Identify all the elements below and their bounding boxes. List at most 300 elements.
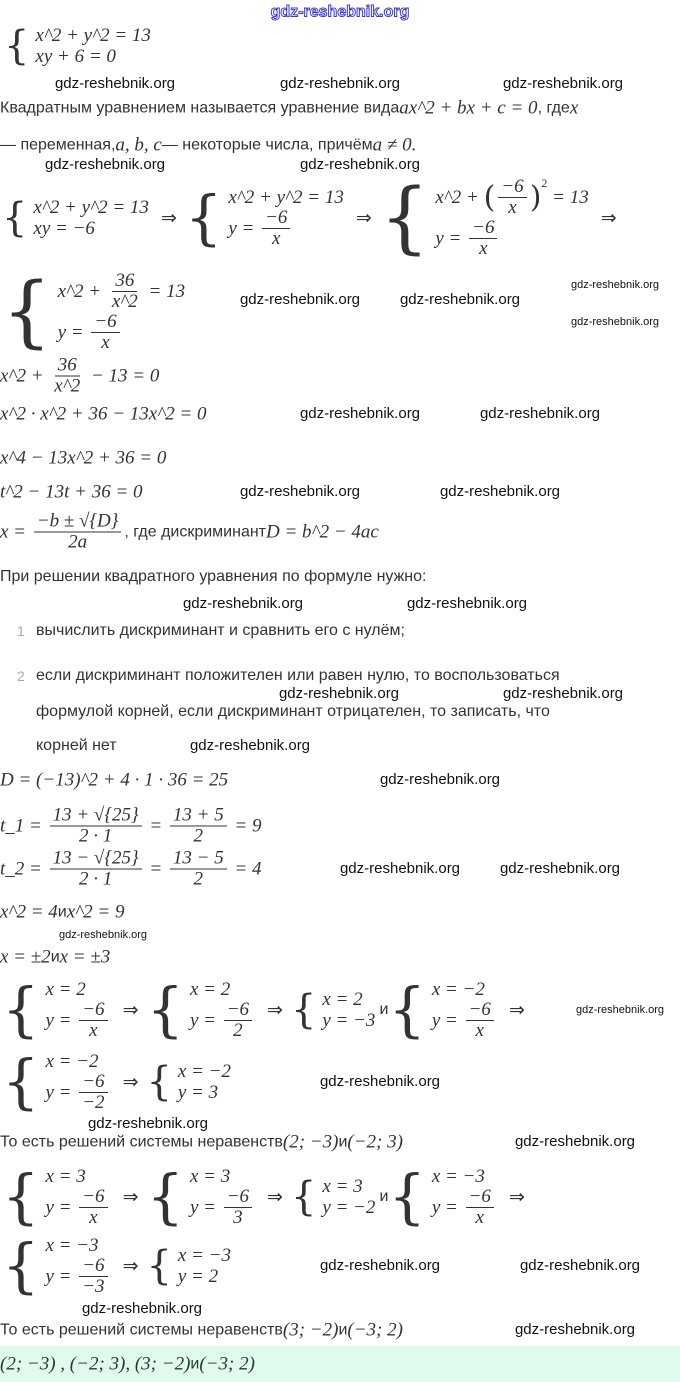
- implies-arrow: ⇒: [267, 1186, 283, 1208]
- math-line: [0, 356, 159, 397]
- implies-arrow: ⇒: [508, 999, 525, 1021]
- watermark: gdz-reshebnik.org: [299, 156, 421, 173]
- math-line: [2, 267, 189, 357]
- watermark: gdz-reshebnik.org: [570, 316, 660, 328]
- math-expression: x^2 +: [57, 281, 106, 302]
- system-rows: [45, 1166, 110, 1228]
- system-row: [33, 218, 149, 239]
- system-rows: [228, 187, 344, 249]
- math-expression: x^4 − 13x^2 + 36 = 0: [0, 447, 167, 469]
- system-row: [178, 1082, 231, 1103]
- denominator: x: [101, 332, 110, 353]
- system-row: [322, 1176, 375, 1197]
- implies-arrow: ⇒: [122, 1071, 139, 1093]
- implies-arrow: ⇒: [355, 207, 372, 229]
- fraction: [34, 512, 122, 553]
- system-row: [58, 312, 186, 353]
- denominator: x: [89, 1207, 98, 1228]
- math-expression: y =: [45, 1197, 77, 1218]
- math-expression: x = ±2: [0, 946, 51, 968]
- math-expression: a, b, c: [115, 134, 162, 156]
- math-line: [0, 448, 166, 469]
- equation-system: [2, 267, 186, 357]
- math-line: [2, 1162, 533, 1231]
- numerator: −6: [79, 1187, 107, 1208]
- system-row: [33, 197, 149, 218]
- system-rows: [322, 1176, 375, 1218]
- text-segment: , где: [537, 99, 570, 116]
- equation-system: [379, 173, 589, 263]
- math-expression: t_1 =: [0, 815, 47, 837]
- fraction: [466, 1187, 494, 1228]
- math-expression: =: [144, 858, 167, 880]
- equation-system: [2, 197, 149, 239]
- text-segment: — переменная,: [0, 136, 116, 153]
- math-expression: x^2 + y^2 = 13: [33, 197, 149, 218]
- math-expression: D = b^2 − 4ac: [266, 521, 379, 543]
- math-expression: x = −2: [177, 1061, 231, 1082]
- watermark: gdz-reshebnik.org: [299, 405, 421, 422]
- math-expression: x = −2: [45, 1051, 99, 1072]
- numerator: −6: [79, 1072, 107, 1093]
- math-expression: y =: [228, 218, 260, 239]
- fraction: [262, 208, 290, 249]
- math-expression: x^2 = 4: [0, 901, 58, 923]
- watermark: gdz-reshebnik.org: [182, 595, 304, 612]
- math-expression: (−2; 3): [347, 1131, 403, 1153]
- numerator: −6: [224, 1187, 252, 1208]
- math-expression: xy = −6: [33, 218, 95, 239]
- math-expression: x^2 +: [0, 365, 49, 387]
- step-line: формулой корней, если дискриминант отрицателен, то записать, что: [36, 703, 550, 720]
- watermark: gdz-reshebnik.org: [479, 405, 601, 422]
- watermark: gdz-reshebnik.org: [570, 279, 660, 291]
- equation-system: [4, 25, 151, 67]
- math-expression: x =: [0, 521, 31, 543]
- math-line: [2, 975, 533, 1044]
- implies-arrow: ⇒: [160, 207, 177, 229]
- math-expression: x = 3: [189, 1166, 231, 1187]
- math-expression: a ≠ 0.: [372, 134, 417, 156]
- system-row: [432, 979, 497, 1000]
- numerator: −6: [498, 177, 526, 198]
- numerator: −6: [79, 1000, 107, 1021]
- math-line: [0, 902, 125, 923]
- text-segment: и: [379, 1188, 389, 1205]
- math-expression: x = −3: [45, 1235, 99, 1256]
- brace-icon: {: [2, 1047, 40, 1116]
- math-expression: x^2 · x^2 + 36 − 13x^2 = 0: [0, 403, 207, 425]
- text-segment: и: [338, 1321, 348, 1338]
- system-row: [190, 1000, 255, 1041]
- equation-system: [184, 183, 344, 252]
- math-expression: x = 3: [45, 1166, 86, 1187]
- watermark: gdz-reshebnik.org: [439, 483, 561, 500]
- math-expression: t_2 =: [0, 858, 47, 880]
- fraction: [170, 806, 227, 847]
- brace-icon: {: [146, 1162, 184, 1231]
- step-text: [36, 703, 550, 721]
- math-expression: x = −3: [431, 1166, 485, 1187]
- math-line: [0, 1354, 255, 1375]
- watermark: gdz-reshebnik.org: [399, 291, 521, 308]
- math-expression: D = (−13)^2 + 4 · 1 · 36 = 25: [0, 769, 229, 791]
- step-text: [36, 737, 117, 755]
- text-segment: и: [50, 948, 60, 965]
- brace-icon: {: [2, 267, 52, 357]
- system-rows: [322, 989, 375, 1031]
- math-line: [2, 1047, 235, 1116]
- watermark: gdz-reshebnik.org: [519, 1257, 641, 1274]
- watermark: gdz-reshebnik.org: [87, 1115, 209, 1132]
- watermark: gdz-reshebnik.org: [319, 1257, 441, 1274]
- step-number: 1: [17, 623, 25, 639]
- brace-icon: {: [146, 975, 184, 1044]
- brace-icon: {: [2, 1162, 40, 1231]
- text-segment: — некоторые числа, причём: [161, 136, 373, 153]
- math-line: [2, 1231, 235, 1300]
- math-expression: y =: [435, 228, 467, 249]
- equation-system: [146, 1162, 255, 1231]
- system-rows: [45, 979, 110, 1041]
- system-row: [178, 1061, 231, 1082]
- math-line: [0, 512, 379, 553]
- numerator: −6: [469, 218, 497, 239]
- equation-system: [146, 975, 255, 1044]
- math-line: [2, 173, 625, 263]
- math-line: [0, 98, 578, 119]
- fraction: [498, 177, 526, 218]
- math-line: [0, 849, 262, 890]
- system-rows: [432, 1166, 497, 1228]
- math-expression: y =: [45, 1010, 77, 1031]
- math-line: [4, 25, 155, 67]
- text-segment: и: [190, 1355, 200, 1372]
- fraction: [79, 1072, 107, 1113]
- math-line: [0, 947, 110, 968]
- system-row: [228, 187, 344, 208]
- watermark: gdz-reshebnik.org: [44, 156, 166, 173]
- watermark: gdz-reshebnik.org: [575, 1004, 665, 1016]
- math-expression: − 13 = 0: [86, 365, 160, 387]
- parenthesized-expression: [484, 177, 548, 218]
- numerator: −b ± √{D}: [34, 512, 122, 533]
- denominator: x: [89, 1020, 98, 1041]
- watermark: gdz-reshebnik.org: [239, 483, 361, 500]
- system-rows: [45, 1051, 110, 1113]
- math-expression: = 13: [547, 187, 589, 208]
- denominator: −3: [82, 1276, 105, 1297]
- math-line: [0, 770, 228, 791]
- math-line: [0, 1132, 403, 1153]
- text-segment: При решении квадратного уравнения по формуле нужно:: [0, 568, 427, 585]
- implies-arrow: ⇒: [508, 1186, 525, 1208]
- math-expression: x^2 +: [435, 187, 484, 208]
- brace-icon: {: [2, 975, 40, 1044]
- math-expression: =: [144, 815, 167, 837]
- fraction: [91, 312, 119, 353]
- fraction: [466, 1000, 494, 1041]
- system-row: [190, 1166, 255, 1187]
- step-line: корней нет: [36, 737, 117, 754]
- brace-icon: {: [184, 183, 223, 252]
- implies-arrow: ⇒: [122, 1255, 139, 1277]
- math-expression: ax^2 + bx + c = 0: [399, 97, 538, 119]
- text-segment: и: [57, 903, 67, 920]
- text-segment: и: [379, 1001, 389, 1018]
- step-number: 2: [17, 668, 25, 684]
- system-row: [190, 1187, 255, 1228]
- right-paren: ): [529, 179, 542, 215]
- brace-icon: {: [2, 1231, 40, 1300]
- implies-arrow: ⇒: [122, 1186, 139, 1208]
- system-row: [432, 1166, 497, 1187]
- watermark: gdz-reshebnik.org: [278, 685, 400, 702]
- text-segment: и: [338, 1133, 348, 1150]
- system-rows: [45, 1235, 110, 1297]
- numerator: 13 + √{25}: [50, 806, 142, 827]
- math-expression: x = ±3: [59, 946, 111, 968]
- numerator: −6: [466, 1000, 494, 1021]
- math-line: [0, 1320, 403, 1341]
- watermark: gdz-reshebnik.org: [239, 291, 361, 308]
- fraction: [224, 1187, 252, 1228]
- watermark: gdz-reshebnik.org: [319, 1073, 441, 1090]
- system-rows: [178, 1061, 231, 1103]
- math-expression: y =: [189, 1197, 221, 1218]
- fraction: [224, 1000, 252, 1041]
- watermark: gdz-reshebnik.org: [81, 1300, 203, 1317]
- math-expression: xy + 6 = 0: [35, 46, 116, 67]
- implies-arrow: ⇒: [600, 207, 617, 229]
- watermark: gdz-reshebnik.org: [279, 75, 401, 92]
- math-line: [0, 806, 262, 847]
- system-row: [322, 1010, 375, 1031]
- equation-system: [291, 989, 375, 1031]
- brace-icon: {: [2, 195, 28, 241]
- system-row: [45, 1051, 110, 1072]
- math-expression: (−3; 2): [347, 1319, 403, 1341]
- brace-icon: {: [379, 173, 430, 263]
- fraction: [50, 849, 142, 890]
- fraction: [469, 218, 497, 259]
- system-row: [435, 218, 588, 259]
- fraction: [79, 1256, 107, 1297]
- system-rows: [35, 25, 151, 67]
- numerator: 36: [112, 271, 137, 292]
- brace-icon: {: [290, 1174, 317, 1220]
- watermark: gdz-reshebnik.org: [54, 75, 176, 92]
- equation-system: [388, 1162, 497, 1231]
- text-segment: То есть решений системы неравенств: [0, 1321, 283, 1338]
- equation-system: [2, 975, 111, 1044]
- watermark: gdz-reshebnik.org: [406, 595, 528, 612]
- math-expression: y =: [57, 322, 89, 343]
- math-expression: x^2 + y^2 = 13: [228, 187, 344, 208]
- system-rows: [190, 1166, 255, 1228]
- step-line: вычислить дискриминант и сравнить его с нулём;: [36, 622, 405, 639]
- system-row: [58, 271, 186, 312]
- system-row: [45, 1072, 110, 1113]
- math-expression: x: [569, 97, 579, 119]
- math-line: [0, 482, 143, 503]
- system-rows: [178, 1245, 231, 1287]
- math-expression: y =: [431, 1010, 463, 1031]
- step-line: если дискриминант положителен или равен нулю, то воспользоваться: [36, 667, 560, 684]
- system-rows: [58, 271, 186, 353]
- watermark: gdz-reshebnik.org: [514, 1321, 636, 1338]
- system-row: [35, 25, 151, 46]
- denominator: 2: [193, 825, 204, 847]
- math-expression: x^2 + y^2 = 13: [35, 25, 151, 46]
- denominator: 2 · 1: [78, 825, 113, 847]
- watermark: gdz-reshebnik.org: [270, 3, 410, 21]
- math-expression: (2; −3) , (−2; 3), (3; −2): [0, 1353, 191, 1375]
- denominator: x: [272, 228, 281, 249]
- fraction: [79, 1000, 107, 1041]
- math-expression: y = −2: [322, 1197, 376, 1218]
- equation-system: [146, 1245, 230, 1287]
- math-expression: x^2 = 9: [66, 901, 125, 923]
- math-expression: (2; −3): [282, 1131, 339, 1153]
- brace-icon: {: [146, 1243, 172, 1289]
- math-expression: y =: [45, 1266, 77, 1287]
- system-row: [45, 1000, 110, 1041]
- denominator: 2: [233, 1020, 243, 1041]
- fraction: [50, 806, 142, 847]
- math-expression: y = 2: [177, 1266, 219, 1287]
- denominator: x^2: [111, 291, 138, 312]
- numerator: 36: [55, 356, 80, 377]
- system-rows: [432, 979, 497, 1041]
- denominator: x: [508, 197, 517, 218]
- system-row: [228, 208, 344, 249]
- math-expression: (−3; 2): [199, 1353, 255, 1375]
- math-expression: y =: [45, 1082, 77, 1103]
- math-expression: x = 3: [322, 1176, 363, 1197]
- denominator: x: [475, 1020, 484, 1041]
- numerator: −6: [91, 312, 119, 333]
- fraction: [109, 271, 141, 312]
- math-expression: y = 3: [177, 1082, 219, 1103]
- math-expression: y = −3: [322, 1010, 376, 1031]
- system-row: [45, 1187, 110, 1228]
- brace-icon: {: [388, 975, 426, 1044]
- implies-arrow: ⇒: [122, 999, 139, 1021]
- brace-icon: {: [290, 987, 317, 1033]
- math-expression: x = 2: [322, 989, 363, 1010]
- system-row: [435, 177, 588, 218]
- exponent: 2: [541, 176, 548, 190]
- watermark: gdz-reshebnik.org: [499, 860, 621, 877]
- system-row: [190, 979, 255, 1000]
- math-expression: = 13: [143, 281, 186, 302]
- denominator: 2: [193, 868, 204, 890]
- system-row: [45, 1256, 110, 1297]
- system-row: [322, 1197, 375, 1218]
- math-expression: (3; −2): [282, 1319, 339, 1341]
- system-row: [45, 979, 110, 1000]
- equation-system: [291, 1176, 375, 1218]
- math-expression: y =: [189, 1010, 221, 1031]
- text-segment: То есть решений системы неравенств: [0, 1133, 283, 1150]
- math-expression: x = −3: [177, 1245, 231, 1266]
- equation-system: [2, 1047, 111, 1116]
- implies-arrow: ⇒: [267, 999, 283, 1021]
- denominator: x: [479, 238, 488, 259]
- watermark: gdz-reshebnik.org: [379, 771, 501, 788]
- text-segment: , где дискриминант: [124, 523, 267, 540]
- fraction: [51, 356, 83, 397]
- denominator: 2 · 1: [78, 868, 113, 890]
- denominator: 2a: [68, 531, 88, 553]
- left-paren: (: [483, 179, 496, 215]
- math-line: [0, 135, 416, 156]
- math-expression: x = −2: [431, 979, 485, 1000]
- brace-icon: {: [388, 1162, 426, 1231]
- math-expression: = 9: [229, 815, 262, 837]
- system-rows: [33, 197, 149, 239]
- fraction: [79, 1187, 107, 1228]
- watermark: gdz-reshebnik.org: [58, 929, 148, 941]
- numerator: 13 − √{25}: [50, 849, 142, 870]
- math-expression: y =: [431, 1197, 463, 1218]
- watermark: gdz-reshebnik.org: [502, 685, 624, 702]
- watermark: gdz-reshebnik.org: [514, 1133, 636, 1150]
- equation-system: [2, 1162, 111, 1231]
- numerator: −6: [79, 1256, 107, 1277]
- system-row: [432, 1187, 497, 1228]
- numerator: 13 + 5: [170, 806, 227, 827]
- step-text: [36, 622, 405, 640]
- system-rows: [435, 177, 588, 259]
- watermark: gdz-reshebnik.org: [339, 860, 461, 877]
- system-row: [178, 1266, 231, 1287]
- denominator: 3: [233, 1207, 243, 1228]
- math-line: [0, 568, 426, 586]
- math-expression: t^2 − 13t + 36 = 0: [0, 481, 143, 503]
- step-text: [36, 667, 560, 685]
- equation-system: [146, 1061, 230, 1103]
- math-expression: x = 2: [45, 979, 86, 1000]
- math-expression: x = 2: [189, 979, 231, 1000]
- numerator: −6: [224, 1000, 252, 1021]
- equation-system: [388, 975, 497, 1044]
- system-row: [35, 46, 151, 67]
- watermark: gdz-reshebnik.org: [502, 75, 624, 92]
- math-expression: = 4: [229, 858, 262, 880]
- numerator: 13 − 5: [170, 849, 227, 870]
- system-row: [45, 1235, 110, 1256]
- system-row: [322, 989, 375, 1010]
- watermark: gdz-reshebnik.org: [189, 737, 311, 754]
- text-segment: Квадратным уравнением называется уравнение вида: [0, 99, 400, 116]
- numerator: −6: [466, 1187, 494, 1208]
- equation-system: [2, 1231, 111, 1300]
- math-line: [0, 404, 207, 425]
- denominator: x: [475, 1207, 484, 1228]
- brace-icon: {: [4, 23, 30, 69]
- system-row: [432, 1000, 497, 1041]
- system-row: [178, 1245, 231, 1266]
- denominator: x^2: [54, 375, 81, 397]
- numerator: −6: [262, 208, 290, 229]
- brace-icon: {: [146, 1059, 172, 1105]
- system-row: [45, 1166, 110, 1187]
- denominator: −2: [82, 1092, 105, 1113]
- fraction: [170, 849, 227, 890]
- system-rows: [190, 979, 255, 1041]
